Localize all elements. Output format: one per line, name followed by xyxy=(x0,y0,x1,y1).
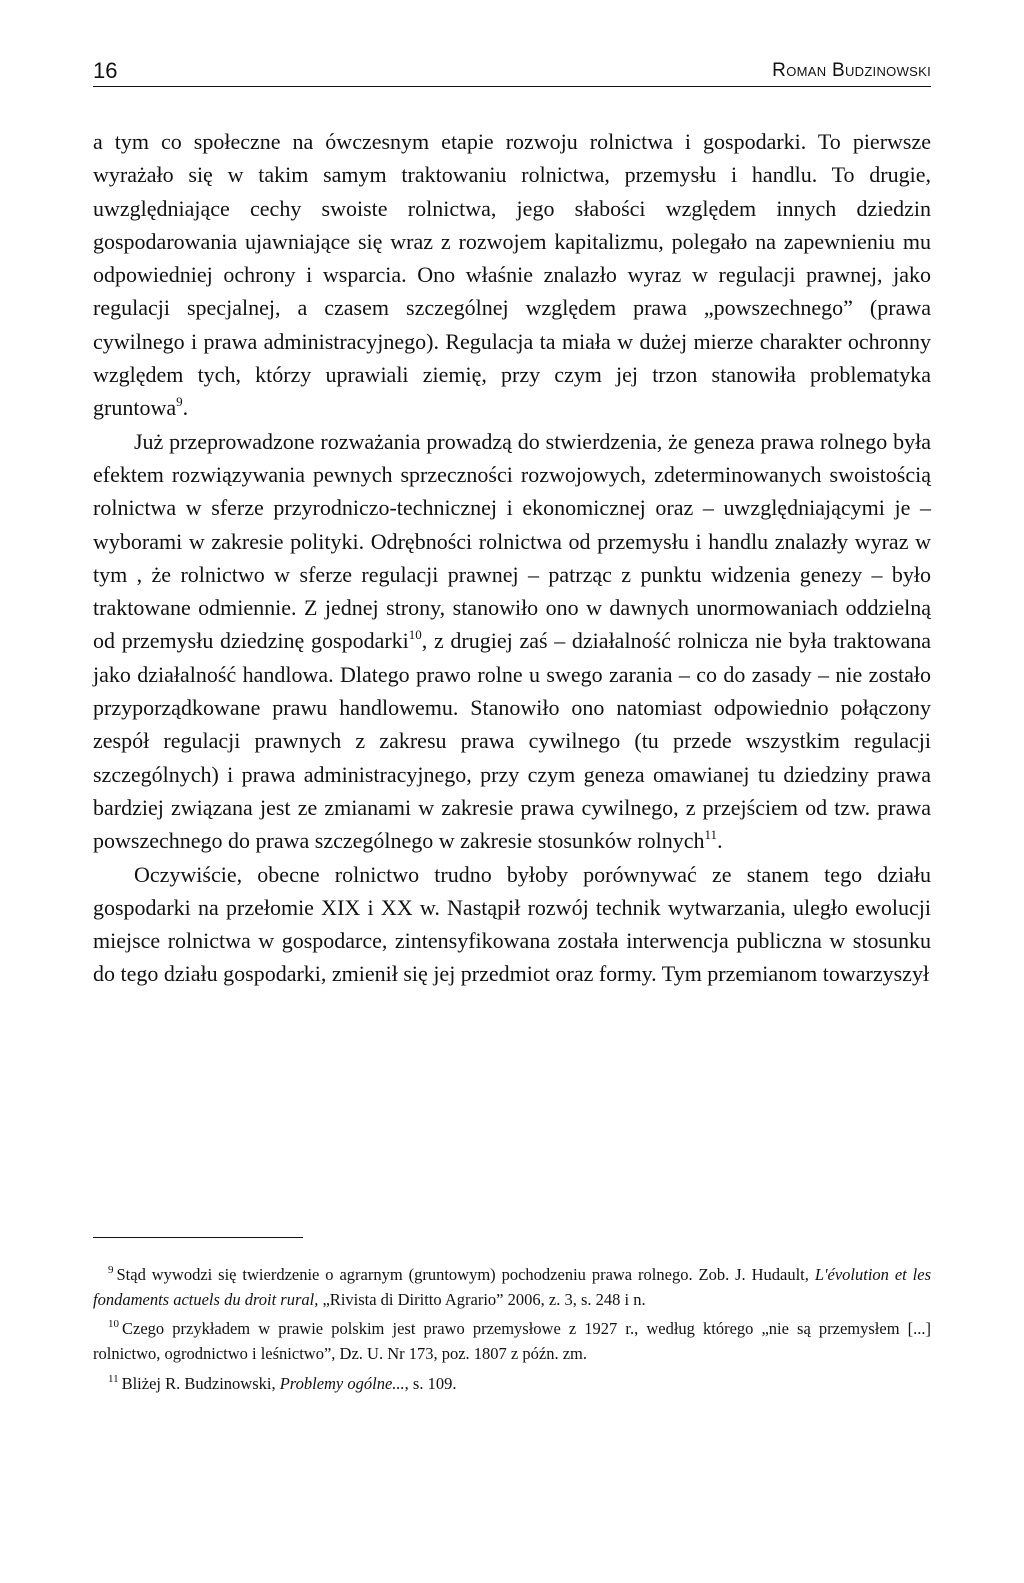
paragraph-text: . xyxy=(182,395,189,421)
paragraph xyxy=(93,125,931,425)
footnote-text: Stąd wywodzi się twierdzenie o agrarnym (gruntowym) pochodzeniu prawa rolnego. Zob. J. Hudault, xyxy=(116,1265,815,1284)
footnote-title: Problemy ogólne... xyxy=(279,1373,405,1393)
paragraph-text: a tym co społeczne na ówczesnym etapie rozwoju rolnictwa i gospodarki. To pierwsze wyrażało się w takim samym traktowaniu rolnictwa, przemysłu i handlu. To drugie, uwzględniające cechy swoiste rolnictwa, jego słabości względem innych dziedzin gospodarowania ujawniające się wraz z rozwojem kapitalizmu, polegało na zapewnieniu mu odpowiedniej ochrony i wsparcia. Ono właśnie znalazło wyraz w regulacji prawnej, jako regulacji specjalnej, a czasem szczególnej względem prawa „powszechnego” (prawa cywilnego i prawa administracyjnego). Regulacja ta miała w dużej mierze charakter ochronny względem tych, którzy uprawiali ziemię, przy czym jej trzon stanowiła problematyka gruntowa xyxy=(93,129,931,421)
footnote-ref: 11 xyxy=(704,827,718,843)
footnote-ref: 9 xyxy=(176,394,183,410)
page-number: 16 xyxy=(93,58,118,83)
paragraph xyxy=(93,858,931,991)
footnote xyxy=(93,1258,931,1312)
footnote-text: Bliżej R. Budzinowski, xyxy=(121,1373,280,1393)
page-header xyxy=(93,56,931,87)
footnote-text: „Rivista di Diritto Agrario” 2006, z. 3, s. 248 i n. xyxy=(318,1289,646,1309)
body-text xyxy=(93,125,931,991)
footnote-divider xyxy=(93,1237,303,1238)
footnote xyxy=(93,1312,931,1366)
footnote-title: L'évolution et les fondaments actuels du droit rural, xyxy=(93,1265,931,1309)
footnote-text: Czego przykładem w prawie polskim jest prawo przemysłowe z 1927 r., według którego „nie są przemysłem [...] rolnictwo, ogrodnictwo i leśnictwo”, Dz. U. Nr 173, poz. 1807 z późn. zm. xyxy=(93,1319,931,1364)
footnotes xyxy=(93,1258,931,1397)
footnote-ref: 10 xyxy=(408,627,422,643)
footnote xyxy=(93,1367,931,1397)
paragraph-text: Już przeprowadzone rozważania prowadzą do stwierdzenia, że geneza prawa rolnego była efektem rozwiązywania pewnych sprzeczności rozwojowych, zdeterminowanych swoistością rolnictwa w sferze przyrodniczo-technicznej i ekonomicznej oraz – uwzględniającymi je – wyborami w zakresie polityki. Odrębności rolnictwa od przemysłu i handlu znalazły wyraz w tym , że rolnictwo w sferze regulacji prawnej – patrząc z punktu widzenia genezy – było traktowane odmiennie. Z jednej strony, stanowiło ono w dawnych unormowaniach oddzielną od przemysłu dziedzinę gospodarki xyxy=(93,428,931,654)
paragraph-text: Oczywiście, obecne rolnictwo trudno byłoby porównywać ze stanem tego działu gospodarki na przełomie XIX i XX w. Nastąpił rozwój technik wytwarzania, uległo ewolucji miejsce rolnictwa w gospodarce, zintensyfikowana została interwencja publiczna w stosunku do tego działu gospodarki, zmienił się jej przedmiot oraz formy. Tym przemianom towarzyszył xyxy=(93,861,931,987)
footnote-number: 10 xyxy=(108,1318,119,1331)
footnote-number: 9 xyxy=(108,1264,114,1276)
paragraph xyxy=(93,425,931,858)
running-head: Roman Budzinowski xyxy=(772,60,931,81)
footnote-number: 11 xyxy=(108,1372,119,1385)
paragraph-text: . xyxy=(717,828,723,854)
paragraph-text: , z drugiej zaś – działalność rolnicza nie była traktowana jako działalność handlowa. Dlatego prawo rolne u swego zarania – co do zasady – nie zostało przyporządkowane prawu handlowemu. Stanowiło ono natomiast odpowiednio połączony zespół regulacji prawnych z zakresu prawa cywilnego (tu przede wszystkim regulacji szczególnych) i prawa administracyjnego, przy czym geneza omawianej tu dziedziny prawa bardziej związana jest ze zmianami w zakresie prawa cywilnego, z przejściem od tzw. prawa powszechnego do prawa szczególnego w zakresie stosunków rolnych xyxy=(93,628,931,854)
footnote-text: , s. 109. xyxy=(404,1373,457,1393)
